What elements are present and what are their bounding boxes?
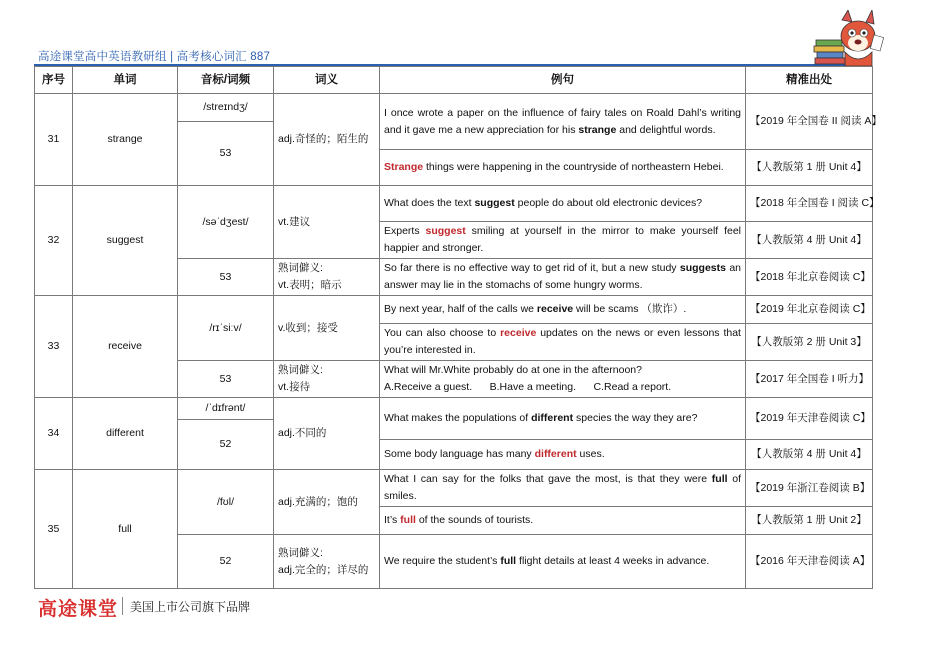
keyword-highlight: strange xyxy=(578,123,617,136)
cartoon-fox-reading-books-icon xyxy=(812,10,884,68)
table-row xyxy=(35,94,873,122)
entry-phonetic: /rɪˈsiːv/ xyxy=(178,296,274,361)
entry-phonetic: /səˈdʒest/ xyxy=(178,186,274,259)
entry-word: strange xyxy=(73,94,178,186)
column-header-word: 单词 xyxy=(73,67,178,94)
entry-meaning: vt.建议 xyxy=(274,186,380,259)
example-source: 【2018 年北京卷阅读 C】 xyxy=(746,259,873,296)
entry-frequency: 53 xyxy=(178,361,274,398)
column-header-source: 精准出处 xyxy=(746,67,873,94)
entry-frequency: 53 xyxy=(178,122,274,186)
column-header-meaning: 词义 xyxy=(274,67,380,94)
entry-meaning: adj.不同的 xyxy=(274,398,380,470)
entry-meaning: adj.充满的；饱的 xyxy=(274,470,380,535)
entry-meaning: adj.奇怪的；陌生的 xyxy=(274,94,380,186)
example-sentence: I once wrote a paper on the influence of fairy tales on Roald Dahl’s writing and it gave me a new appreciation for his strange and delightful words. xyxy=(380,94,746,150)
keyword-highlight: full xyxy=(400,514,416,526)
column-header-number: 序号 xyxy=(35,67,73,94)
example-source: 【2019 年浙江卷阅读 B】 xyxy=(746,470,873,507)
table-row xyxy=(35,186,873,222)
entry-meaning: v.收到；接受 xyxy=(274,296,380,361)
entry-number: 31 xyxy=(35,94,73,186)
entry-word: receive xyxy=(73,296,178,398)
example-source: 【2018 年全国卷 I 阅读 C】 xyxy=(746,186,873,222)
example-sentence: What will Mr.White probably do at one in the afternoon? A.Receive a guest. B.Have a meeting. C.Read a report. xyxy=(380,361,746,398)
entry-number: 35 xyxy=(35,470,73,589)
example-sentence: Some body language has many different uses. xyxy=(380,440,746,470)
example-sentence: So far there is no effective way to get rid of it, but a new study suggests an answer may lie in the stomachs of some hungry worms. xyxy=(380,259,746,296)
table-header-row xyxy=(35,67,873,94)
table-row xyxy=(35,398,873,420)
example-source: 【人教版第 4 册 Unit 4】 xyxy=(746,222,873,259)
entry-rare-meaning: 熟词僻义: adj.完全的；详尽的 xyxy=(274,535,380,589)
answer-options: A.Receive a guest. B.Have a meeting. C.Read a report. xyxy=(384,381,672,393)
example-source: 【2017 年全国卷 I 听力】 xyxy=(746,361,873,398)
example-source: 【2019 年北京卷阅读 C】 xyxy=(746,296,873,324)
footer-slogan: 美国上市公司旗下品牌 xyxy=(130,600,251,614)
example-source: 【人教版第 4 册 Unit 4】 xyxy=(746,440,873,470)
entry-rare-meaning: 熟词僻义: vt.接待 xyxy=(274,361,380,398)
entry-phonetic: /streɪndʒ/ xyxy=(178,94,274,122)
keyword-highlight: receive xyxy=(500,327,537,339)
example-source: 【人教版第 1 册 Unit 4】 xyxy=(746,150,873,186)
entry-word: full xyxy=(73,470,178,589)
entry-frequency: 53 xyxy=(178,259,274,296)
example-sentence: You can also choose to receive updates on the news or even lessons that you’re interested in. xyxy=(380,324,746,361)
keyword-highlight: different xyxy=(531,412,574,424)
entry-word: suggest xyxy=(73,186,178,296)
entry-number: 33 xyxy=(35,296,73,398)
entry-phonetic: /fʊl/ xyxy=(178,470,274,535)
footer-divider xyxy=(122,597,123,615)
example-sentence: Strange things were happening in the countryside of northeastern Hebei. xyxy=(380,150,746,186)
keyword-highlight: suggest xyxy=(474,197,515,209)
entry-frequency: 52 xyxy=(178,420,274,470)
example-sentence: What I can say for the folks that gave the most, is that they were full of smiles. xyxy=(380,470,746,507)
entry-number: 32 xyxy=(35,186,73,296)
example-sentence: What makes the populations of different species the way they are? xyxy=(380,398,746,440)
entry-number: 34 xyxy=(35,398,73,470)
keyword-highlight: Strange xyxy=(384,161,424,173)
column-header-phonetic-frequency: 音标/词频 xyxy=(178,67,274,94)
entry-phonetic: /ˈdɪfrənt/ xyxy=(178,398,274,420)
keyword-highlight: full xyxy=(711,473,728,485)
entry-frequency: 52 xyxy=(178,535,274,589)
example-source: 【2016 年天津卷阅读 A】 xyxy=(746,535,873,589)
example-source: 【人教版第 1 册 Unit 2】 xyxy=(746,507,873,535)
keyword-highlight: receive xyxy=(536,303,574,315)
entry-word: different xyxy=(73,398,178,470)
column-header-example: 例句 xyxy=(380,67,746,94)
example-sentence: We require the student’s full flight details at least 4 weeks in advance. xyxy=(380,535,746,589)
keyword-highlight: different xyxy=(534,448,577,460)
keyword-highlight: suggest xyxy=(425,225,466,237)
entry-rare-meaning: 熟词僻义: vt.表明；暗示 xyxy=(274,259,380,296)
example-sentence: Experts suggest smiling at yourself in the mirror to make yourself feel happier and stronger. xyxy=(380,222,746,259)
example-sentence: By next year, half of the calls we receive will be scams （欺诈）. xyxy=(380,296,746,324)
example-source: 【2019 年全国卷 II 阅读 A】 xyxy=(746,94,873,150)
table-row xyxy=(35,296,873,324)
page-header-title: 高途课堂高中英语教研组 | 高考核心词汇 887 xyxy=(38,51,271,63)
keyword-highlight: suggests xyxy=(679,262,726,274)
example-source: 【2019 年天津卷阅读 C】 xyxy=(746,398,873,440)
table-row xyxy=(35,470,873,507)
example-source: 【人教版第 2 册 Unit 3】 xyxy=(746,324,873,361)
example-sentence: It’s full of the sounds of tourists. xyxy=(380,507,746,535)
example-sentence: What does the text suggest people do about old electronic devices? xyxy=(380,186,746,222)
footer-brand-logo: 高途课堂 xyxy=(38,599,119,620)
keyword-highlight: full xyxy=(500,555,517,567)
vocabulary-table xyxy=(34,66,882,589)
